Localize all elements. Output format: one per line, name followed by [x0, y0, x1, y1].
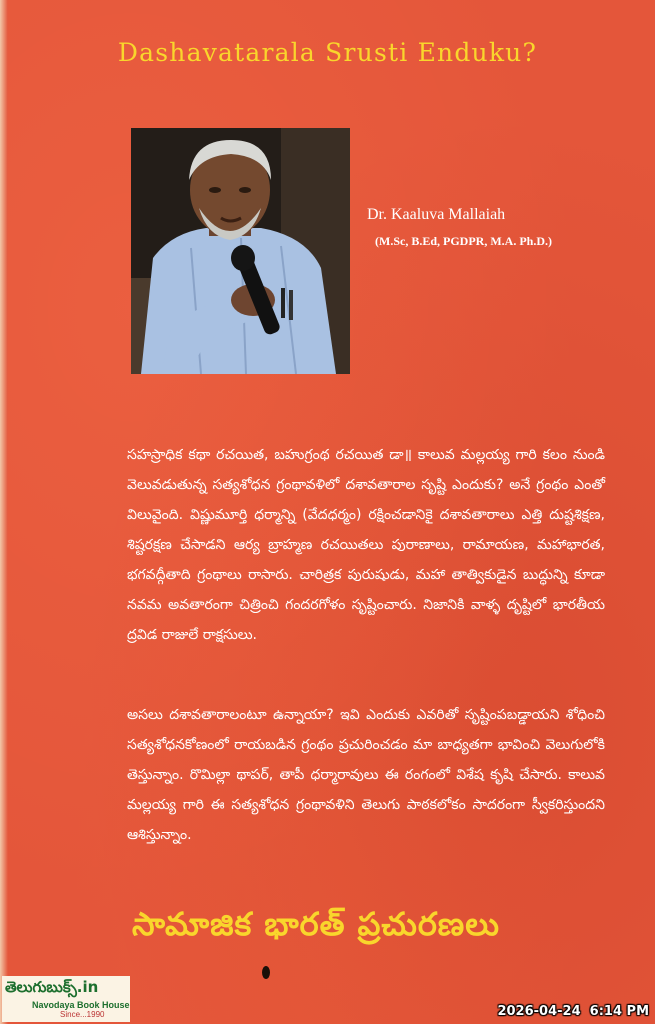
- logo-since: Since...1990: [60, 1010, 105, 1019]
- blurb-paragraph-1: సహస్రాధిక కథా రచయిత, బహుగ్రంథ రచయిత డా॥ కాలువ మల్లయ్య గారి కలం నుండి వెలువడుతున్న సత్యశోధన గ్రంథావళిలో దశావతారాల సృష్టి ఎందుకు? అనే గ్రంథం ఎంతో విలువైంది. విష్ణుమూర్తి ధర్మాన్ని (వేదధర్మం) రక్షించడానికై దశావతారాలు ఎత్తి దుష్టశిక్షణ, శిష్టరక్షణ చేసాడని ఆర్య బ్రాహ్మణ రచయితలు పురాణాలు, రామాయణ, మహాభారత, భగవద్గీతాది గ్రంథాలు రాసారు. చారిత్రక పురుషుడు, మహా తాత్వికుడైన బుద్ధున్ని కూడా నవమ అవతారంగా చిత్రించి గందరగోళం సృష్టించారు. నిజానికి వాళ్ళ దృష్టిలో భారతీయ ద్రవిడ రాజులే రాక్షసులు.: [127, 447, 605, 643]
- author-photo: [131, 128, 350, 374]
- book-title: Dashavatarala Srusti Enduku?: [117, 38, 538, 67]
- ink-spot: [262, 966, 270, 979]
- logo-subtext: Navodaya Book House: [32, 1000, 130, 1010]
- author-name: Dr. Kaaluva Mallaiah: [367, 206, 506, 223]
- publisher-name: సామాజిక భారత్ ప్రచురణలు: [132, 905, 500, 943]
- blurb-paragraph-2: అసలు దశావతారాలంటూ ఉన్నాయా? ఇవి ఎందుకు ఎవరితో సృష్టింపబడ్డాయని శోధించి సత్యశోధనకోణంలో రాయబడిన గ్రంథం ప్రచురించడం మా బాధ్యతగా భావించి వెలుగులోకి తెస్తున్నాం. రొమిల్లా థాపర్, తాపీ ధర్మారావులు ఈ రంగంలో విశేష కృషి చేసారు. కాలువ మల్లయ్య గారి ఈ సత్యశోధన గ్రంథావళిని తెలుగు పాఠకలోకం సాదరంగా స్వీకరిస్తుందని ఆశిస్తున్నాం.: [127, 707, 605, 843]
- author-portrait-image: [131, 128, 350, 374]
- watermark-logo: [2, 976, 130, 1022]
- author-qualifications: (M.Sc, B.Ed, PGDPR, M.A. Ph.D.): [375, 234, 552, 248]
- logo-text: తెలుగుబుక్స్.in: [5, 978, 99, 996]
- photo-timestamp: 2026-04-24 6:14 PM: [497, 1004, 649, 1019]
- cover-spine-edge: [0, 0, 8, 1024]
- author-info: [367, 206, 552, 249]
